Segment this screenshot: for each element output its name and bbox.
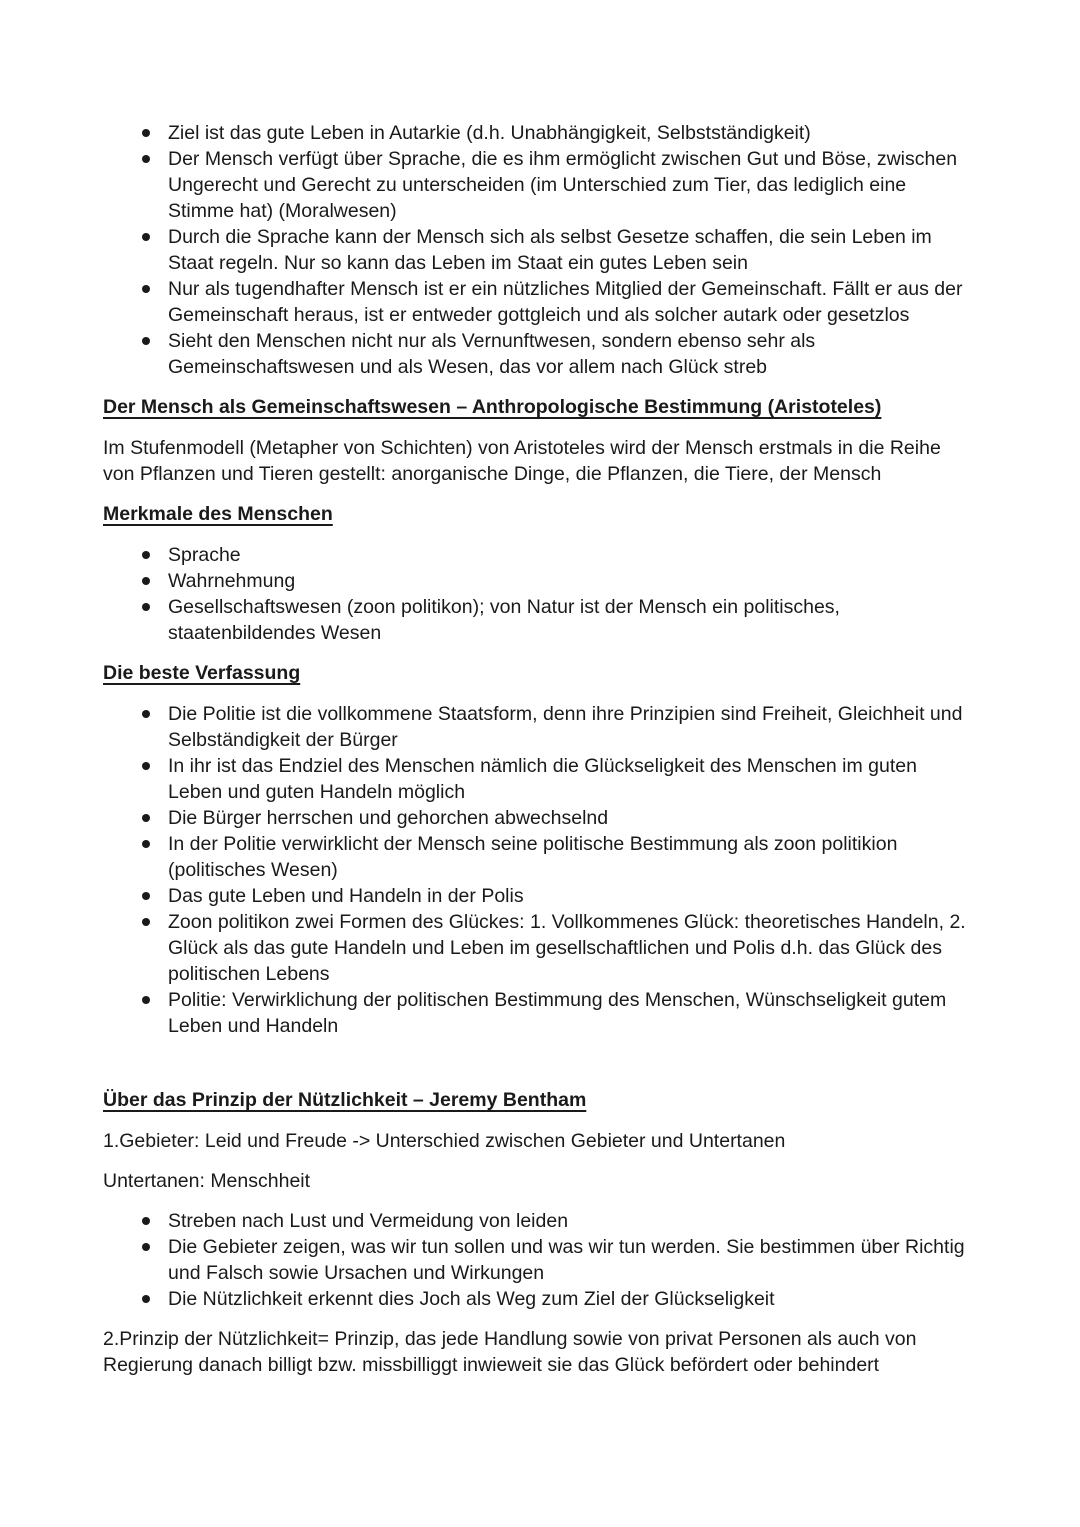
bullet-list (103, 120, 975, 380)
bullet-item (140, 987, 975, 1039)
bullet-text: Die Bürger herrschen und gehorchen abwechselnd (168, 807, 609, 829)
bullet-icon (142, 577, 150, 585)
paragraph: Untertanen: Menschheit (103, 1170, 311, 1192)
bullet-item (140, 542, 975, 568)
bullet-icon (142, 233, 150, 241)
paragraph: 2.Prinzip der Nützlichkeit= Prinzip, das jede Handlung sowie von privat Personen als auch von Regierung danach billigt bzw. missbilliggt inwieweit sie das Glück befördert oder behindert (103, 1328, 917, 1376)
bullet-icon (142, 155, 150, 163)
bullet-text: Das gute Leben und Handeln in der Polis (168, 885, 524, 907)
bullet-icon (142, 1243, 150, 1251)
bullet-icon (142, 285, 150, 293)
bullet-item (140, 1208, 975, 1234)
section-heading: Die beste Verfassung (103, 662, 301, 684)
bullet-icon (142, 1295, 150, 1303)
bullet-item (140, 701, 975, 753)
section-heading: Über das Prinzip der Nützlichkeit – Jeremy Bentham (103, 1089, 587, 1111)
bullet-icon (142, 129, 150, 137)
bullet-item (140, 146, 975, 224)
bullet-list (103, 701, 975, 1039)
bullet-list (103, 542, 975, 646)
bullet-item (140, 883, 975, 909)
bullet-text: Der Mensch verfügt über Sprache, die es ihm ermöglicht zwischen Gut und Böse, zwischen Ungerecht und Gerecht zu unterscheiden (im Unterschied zum Tier, das lediglich eine Stimme hat) (Moralwesen) (168, 148, 958, 222)
bullet-item (140, 753, 975, 805)
bullet-text: Wahrnehmung (168, 570, 296, 592)
bullet-item (140, 805, 975, 831)
bullet-icon (142, 892, 150, 900)
bullet-icon (142, 710, 150, 718)
bullet-text: Zoon politikon zwei Formen des Glückes: 1. Vollkommenes Glück: theoretisches Handeln, 2. Glück als das gute Handeln und Leben im gesellschaftlichen und Polis d.h. das Glück des politischen Lebens (168, 911, 966, 985)
bullet-item (140, 276, 975, 328)
bullet-item (140, 120, 975, 146)
bullet-text: Sieht den Menschen nicht nur als Vernunftwesen, sondern ebenso sehr als Gemeinschaftswesen und als Wesen, das vor allem nach Glück streb (168, 330, 816, 378)
bullet-text: Die Politie ist die vollkommene Staatsform, denn ihre Prinzipien sind Freiheit, Gleichheit und Selbständigkeit der Bürger (168, 703, 963, 751)
bullet-text: Ziel ist das gute Leben in Autarkie (d.h. Unabhängigkeit, Selbstständigkeit) (168, 122, 811, 144)
bullet-icon (142, 840, 150, 848)
bullet-icon (142, 1217, 150, 1225)
bullet-item (140, 1286, 975, 1312)
bullet-item (140, 909, 975, 987)
paragraph: 1.Gebieter: Leid und Freude -> Unterschied zwischen Gebieter und Untertanen (103, 1130, 786, 1152)
bullet-text: Gesellschaftswesen (zoon politikon); von Natur ist der Mensch ein politisches, staatenbildendes Wesen (168, 596, 840, 644)
bullet-text: Die Gebieter zeigen, was wir tun sollen und was wir tun werden. Sie bestimmen über Richtig und Falsch sowie Ursachen und Wirkungen (168, 1236, 965, 1284)
document-content (103, 120, 975, 1378)
bullet-icon (142, 918, 150, 926)
bullet-item (140, 594, 975, 646)
bullet-text: Sprache (168, 544, 241, 566)
bullet-text: Politie: Verwirklichung der politischen Bestimmung des Menschen, Wünschseligkeit gutem Leben und Handeln (168, 989, 947, 1037)
bullet-text: In der Politie verwirklicht der Mensch seine politische Bestimmung als zoon politikion (politisches Wesen) (168, 833, 898, 881)
bullet-list (103, 1208, 975, 1312)
bullet-icon (142, 762, 150, 770)
bullet-icon (142, 603, 150, 611)
section-heading: Der Mensch als Gemeinschaftswesen – Anthropologische Bestimmung (Aristoteles) (103, 396, 882, 418)
bullet-icon (142, 551, 150, 559)
section-heading: Merkmale des Menschen (103, 503, 333, 525)
bullet-icon (142, 996, 150, 1004)
bullet-item (140, 568, 975, 594)
paragraph: Im Stufenmodell (Metapher von Schichten) von Aristoteles wird der Mensch erstmals in die Reihe von Pflanzen und Tieren gestellt: anorganische Dinge, die Pflanzen, die Tiere, der Mensch (103, 437, 941, 485)
bullet-item (140, 224, 975, 276)
section-gap (103, 1053, 975, 1087)
bullet-icon (142, 814, 150, 822)
bullet-text: Nur als tugendhafter Mensch ist er ein nützliches Mitglied der Gemeinschaft. Fällt er aus der Gemeinschaft heraus, ist er entweder gottgleich und als solcher autark oder gesetzlos (168, 278, 963, 326)
bullet-text: Die Nützlichkeit erkennt dies Joch als Weg zum Ziel der Glückseligkeit (168, 1288, 775, 1310)
bullet-text: Durch die Sprache kann der Mensch sich als selbst Gesetze schaffen, die sein Leben im Staat regeln. Nur so kann das Leben im Staat ein gutes Leben sein (168, 226, 932, 274)
bullet-text: In ihr ist das Endziel des Menschen nämlich die Glückseligkeit des Menschen im guten Leben und guten Handeln möglich (168, 755, 917, 803)
bullet-item (140, 1234, 975, 1286)
bullet-text: Streben nach Lust und Vermeidung von leiden (168, 1210, 569, 1232)
bullet-icon (142, 337, 150, 345)
bullet-item (140, 831, 975, 883)
bullet-item (140, 328, 975, 380)
